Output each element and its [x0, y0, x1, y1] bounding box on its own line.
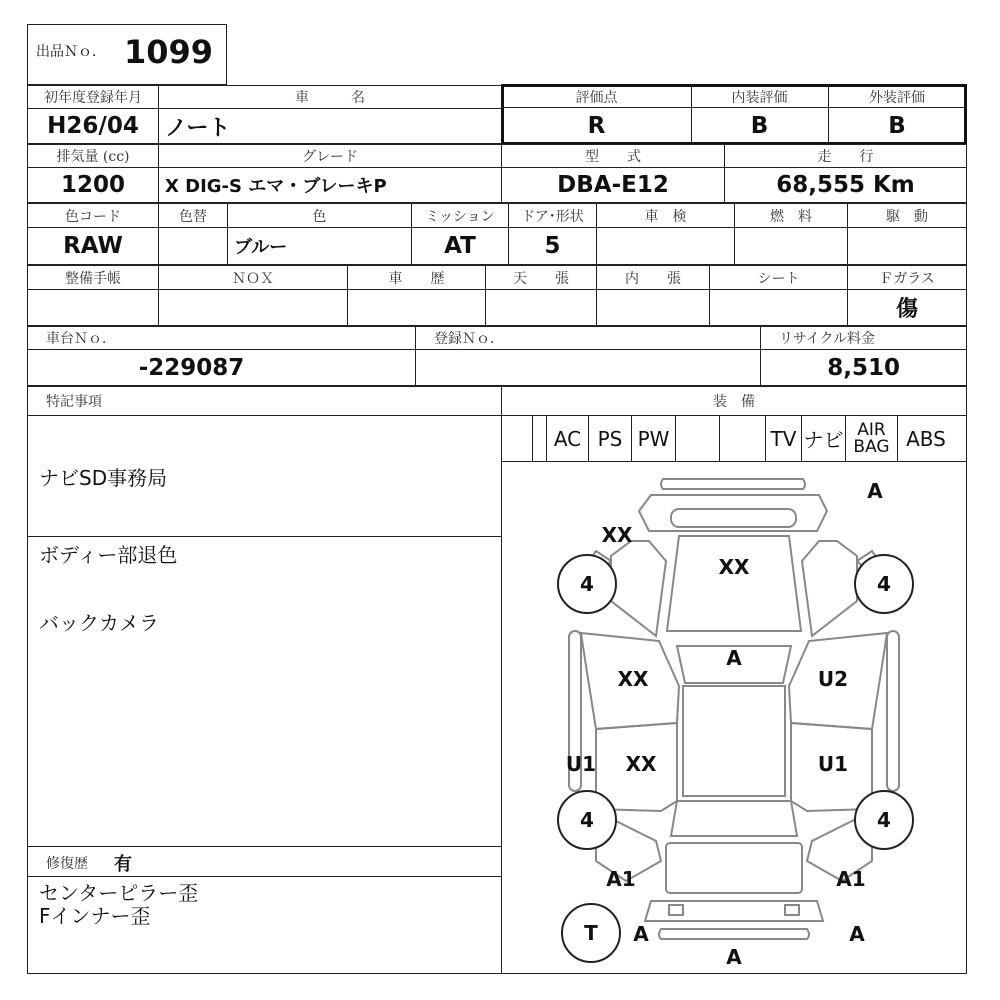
mark-rear-bumper-right: A [849, 922, 865, 946]
grade-label: グレード [158, 144, 502, 168]
windshield-value: 傷 [847, 289, 967, 326]
score-value: R [502, 108, 692, 143]
transmission-value: AT [411, 227, 509, 265]
notes-box [27, 415, 502, 537]
repair-header [27, 846, 502, 877]
car-name-value: ノート [158, 108, 502, 144]
mark-front-right-door: U2 [817, 667, 849, 691]
notes-line-2: ボディー部退色 [39, 543, 178, 567]
equipment-pw: PW [632, 416, 676, 461]
lot-number: 1099 [124, 33, 214, 71]
score-label: 評価点 [502, 86, 692, 108]
exterior-score-label: 外装評価 [829, 86, 965, 108]
tire-front-right: 4 [854, 554, 914, 614]
mileage-value: 68,555 Km [724, 167, 967, 203]
color-value: ブルー [227, 227, 412, 265]
model-label: 型 式 [501, 144, 725, 168]
drive-value [847, 227, 967, 265]
tire-rear-left: 4 [557, 790, 617, 850]
notes-label: 特記事項 [27, 386, 502, 416]
equipment-slot-0 [532, 416, 547, 461]
front-left-fender-shape [611, 541, 666, 636]
color-label: 色 [227, 203, 412, 228]
model-value: DBA-E12 [501, 167, 725, 203]
chassis-number-value: -229087 [27, 349, 416, 386]
repair-label: 修復歴 [46, 856, 88, 872]
interior-trim-value [596, 289, 710, 326]
chassis-number-label: 車台Ｎｏ． [27, 326, 416, 350]
first-registration-label: 初年度登録年月 [27, 85, 159, 109]
rear-lower-bumper-shape [659, 929, 809, 939]
seat-value [709, 289, 848, 326]
mark-rear-bumper-left: A [633, 922, 649, 946]
front-grille-shape [639, 495, 827, 531]
repair-value: 有 [114, 854, 132, 875]
front-right-fender-shape [802, 541, 857, 636]
color-change-label: 色替 [158, 203, 228, 228]
seat-label: シート [709, 265, 848, 290]
door-value: 5 [508, 227, 597, 265]
mark-front-bumper: A [867, 479, 883, 503]
vehicle-history-label: 車 歴 [347, 265, 486, 290]
tire-rear-right: 4 [854, 790, 914, 850]
grade-value: X DIG-S エマ・ブレーキP [158, 167, 502, 203]
equipment-ac: AC [547, 416, 589, 461]
registration-number-value [415, 349, 761, 386]
roof-lining-value [485, 289, 597, 326]
nox-value [158, 289, 348, 326]
nox-label: ＮＯＸ [158, 265, 348, 290]
repair-line-1: センターピラー歪 [39, 881, 199, 905]
tire-front-left: 4 [557, 554, 617, 614]
fuel-value [734, 227, 848, 265]
car-name-label: 車 名 [158, 85, 502, 109]
spare-tire: T [561, 903, 621, 963]
lot-label: 出品Ｎｏ． [36, 44, 106, 60]
first-registration-value: H26/04 [27, 108, 159, 144]
equipment-airbag: AIR BAG [846, 416, 898, 461]
recycle-fee-label: リサイクル料金 [760, 326, 967, 350]
maintenance-book-value [27, 289, 159, 326]
mark-rear-left-door: XX [625, 752, 657, 776]
recycle-fee-value: 8,510 [760, 349, 967, 386]
equipment-slot-5 [720, 416, 766, 461]
equipment-label: 装 備 [501, 386, 967, 416]
drive-label: 駆 動 [847, 203, 967, 228]
maintenance-book-label: 整備手帳 [27, 265, 159, 290]
windshield-label: Ｆガラス [847, 265, 967, 290]
car-diagram [501, 461, 967, 974]
displacement-label: 排気量 (cc) [27, 144, 159, 168]
equipment-tv: TV [766, 416, 802, 461]
notes-line-1: ナビSD事務局 [39, 466, 168, 490]
rear-light-right-shape [785, 905, 799, 915]
notes-box-2 [27, 536, 502, 847]
equipment-navi: ナビ [802, 416, 846, 461]
inspection-label: 車 検 [596, 203, 735, 228]
repair-box [27, 876, 502, 974]
equipment-abs: ABS [906, 426, 946, 451]
equipment-row [501, 415, 967, 462]
roof-lining-label: 天 張 [485, 265, 597, 290]
fuel-label: 燃 料 [734, 203, 848, 228]
displacement-value: 1200 [27, 167, 159, 203]
mark-roof-front: A [726, 646, 742, 670]
mark-hood-left: XX [601, 523, 633, 547]
interior-score-value: B [691, 108, 829, 143]
roof-shape [683, 686, 785, 796]
color-code-value: RAW [27, 227, 159, 265]
notes-line-3: バックカメラ [39, 611, 159, 635]
color-code-label: 色コード [27, 203, 159, 228]
equipment-ps: PS [589, 416, 632, 461]
mileage-label: 走 行 [724, 144, 967, 168]
rear-light-left-shape [669, 905, 683, 915]
mark-rear-bumper: A [726, 945, 742, 969]
rear-window-shape [671, 801, 797, 836]
exterior-score-value: B [888, 112, 906, 139]
front-plate-shape [671, 509, 796, 527]
trunk-shape [666, 843, 802, 893]
registration-number-label: 登録Ｎｏ． [415, 326, 761, 350]
lot-number-box [27, 24, 227, 85]
mark-rear-right-panel: U1 [817, 752, 849, 776]
door-label: ドア･形状 [508, 203, 597, 228]
repair-line-2: Fインナー歪 [39, 904, 151, 928]
inspection-value [596, 227, 735, 265]
front-bumper-shape [661, 479, 805, 489]
right-sill-shape [887, 631, 899, 791]
hood-shape [667, 536, 801, 631]
vehicle-history-value [347, 289, 486, 326]
transmission-label: ミッション [411, 203, 509, 228]
mark-rear-right-quarter: A1 [836, 867, 866, 891]
interior-score-label: 内装評価 [691, 86, 829, 108]
mark-rear-left-panel: U1 [565, 752, 597, 776]
interior-trim-label: 内 張 [596, 265, 710, 290]
mark-hood: XX [718, 555, 750, 579]
equipment-slot-4 [676, 416, 720, 461]
color-change-value [158, 227, 228, 265]
mark-front-left-door: XX [617, 667, 649, 691]
mark-rear-left-quarter: A1 [606, 867, 636, 891]
